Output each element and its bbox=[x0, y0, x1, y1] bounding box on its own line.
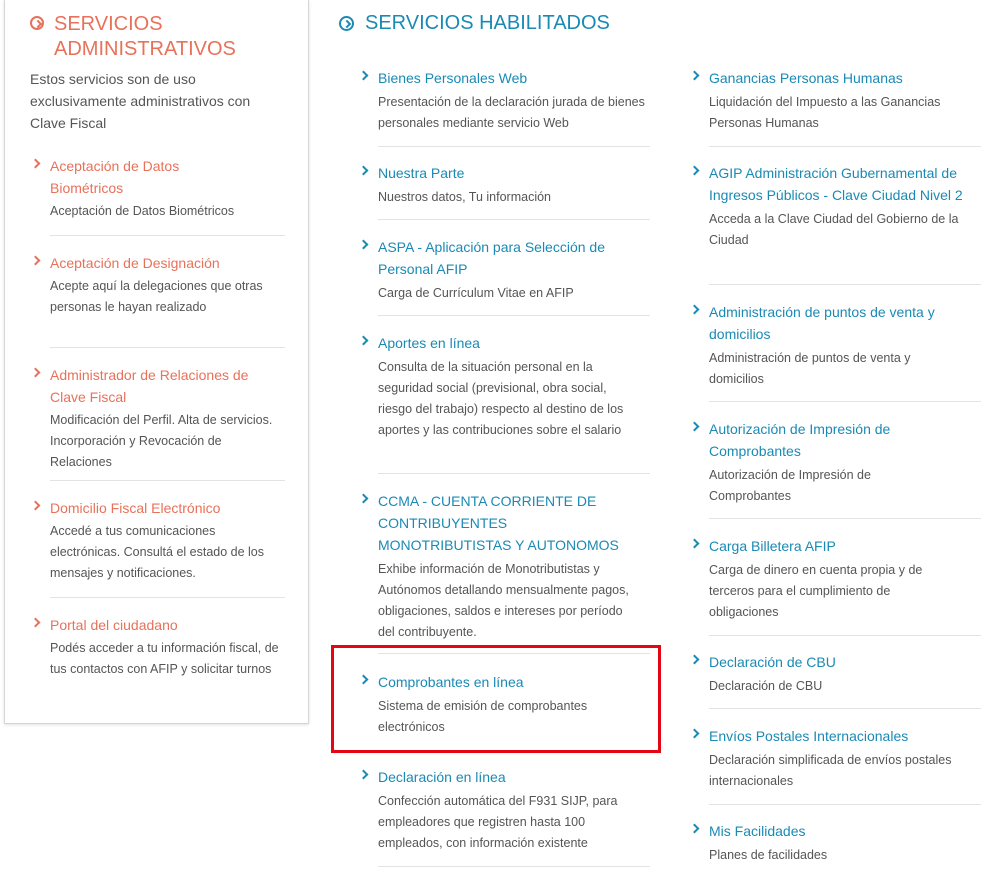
admin-item-relaciones bbox=[50, 364, 285, 481]
chevron-right-icon bbox=[359, 71, 369, 81]
service-link[interactable]: Aportes en línea bbox=[378, 335, 480, 351]
service-item bbox=[709, 651, 981, 709]
service-item bbox=[709, 67, 981, 147]
service-desc: Nuestros datos, Tu información bbox=[378, 190, 551, 204]
service-item bbox=[378, 67, 650, 147]
service-desc: Sistema de emisión de comprobantes electrónicos bbox=[378, 699, 588, 734]
service-link[interactable]: Mis Facilidades bbox=[709, 823, 806, 839]
service-link[interactable]: Comprobantes en línea bbox=[378, 674, 524, 690]
service-item bbox=[709, 820, 981, 874]
admin-item-desc: Accedé a tus comunicaciones electrónicas. Consultá el estado de los mensajes y notificaciones. bbox=[50, 524, 265, 580]
admin-item-desc: Aceptación de Datos Biométricos bbox=[50, 204, 235, 218]
admin-item-domicilio bbox=[50, 497, 285, 598]
chevron-right-icon bbox=[359, 166, 369, 176]
service-link[interactable]: Nuestra Parte bbox=[378, 165, 465, 181]
admin-item-desc: Modificación del Perfil. Alta de servicios. Incorporación y Revocación de Relaciones bbox=[50, 413, 273, 469]
admin-item-link[interactable]: Administrador de Relaciones de Clave Fiscal bbox=[50, 367, 249, 405]
service-desc: Acceda a la Clave Ciudad del Gobierno de la Ciudad bbox=[709, 212, 959, 247]
service-desc: Declaración de CBU bbox=[709, 679, 823, 693]
chevron-right-icon bbox=[359, 494, 369, 504]
service-desc: Carga de dinero en cuenta propia y de terceros para el cumplimiento de obligaciones bbox=[709, 563, 923, 619]
admin-item-designacion bbox=[50, 252, 285, 348]
chevron-right-icon bbox=[690, 305, 700, 315]
service-link[interactable]: Carga Billetera AFIP bbox=[709, 538, 836, 554]
chevron-right-icon bbox=[31, 256, 41, 266]
service-item bbox=[709, 301, 981, 402]
service-desc: Consulta de la situación personal en la seguridad social (previsional, obra social, riesgo del trabajo) respecto al destino de los aportes y las contribuciones sobre el salario bbox=[378, 360, 624, 437]
service-desc: Declaración simplificada de envíos postales internacionales bbox=[709, 753, 952, 788]
service-link[interactable]: Declaración en línea bbox=[378, 769, 506, 785]
service-desc: Planes de facilidades bbox=[709, 848, 828, 862]
service-link[interactable]: ASPA - Aplicación para Selección de Personal AFIP bbox=[378, 239, 605, 277]
highlight-box bbox=[331, 645, 661, 753]
chevron-right-icon bbox=[690, 71, 700, 81]
chevron-right-icon bbox=[31, 368, 41, 378]
chevron-right-icon bbox=[359, 336, 369, 346]
admin-item-link[interactable]: Domicilio Fiscal Electrónico bbox=[50, 500, 221, 516]
service-desc: Liquidación del Impuesto a las Ganancias Personas Humanas bbox=[709, 95, 941, 130]
service-desc: Autorización de Impresión de Comprobantes bbox=[709, 468, 871, 503]
service-item bbox=[378, 332, 650, 474]
admin-services-list bbox=[50, 155, 285, 709]
chevron-right-icon bbox=[359, 240, 369, 250]
service-item bbox=[378, 490, 650, 654]
service-item bbox=[709, 162, 981, 285]
service-desc: Presentación de la declaración jurada de bienes personales mediante servicio Web bbox=[378, 95, 645, 130]
service-desc: Administración de puntos de venta y domicilios bbox=[709, 351, 911, 386]
chevron-right-icon bbox=[690, 539, 700, 549]
chevron-right-icon bbox=[31, 618, 41, 628]
service-item bbox=[709, 725, 981, 805]
service-desc: Confección automática del F931 SIJP, para empleadores que registren hasta 100 empleados, con información existente bbox=[378, 794, 618, 850]
service-link[interactable]: Envíos Postales Internacionales bbox=[709, 728, 909, 744]
service-link[interactable]: AGIP Administración Gubernamental de Ingresos Públicos - Clave Ciudad Nivel 2 bbox=[709, 165, 963, 203]
chevron-right-icon bbox=[31, 159, 41, 169]
service-desc: Exhibe información de Monotributistas y Autónomos detallando mensualmente pagos, obligaciones, saldos e intereses por período del contribuyente. bbox=[378, 562, 629, 639]
admin-services-title: SERVICIOS ADMINISTRATIVOS bbox=[30, 12, 300, 62]
circle-chevron-icon bbox=[30, 16, 44, 30]
chevron-right-icon bbox=[690, 824, 700, 834]
enabled-services-title: SERVICIOS HABILITADOS bbox=[339, 11, 610, 36]
chevron-right-icon bbox=[690, 729, 700, 739]
circle-chevron-icon bbox=[339, 16, 354, 31]
admin-services-panel bbox=[4, 0, 309, 724]
service-link[interactable]: Ganancias Personas Humanas bbox=[709, 70, 903, 86]
admin-item-portal bbox=[50, 614, 285, 709]
chevron-right-icon bbox=[690, 655, 700, 665]
service-item bbox=[709, 418, 981, 519]
admin-item-biometricos bbox=[50, 155, 285, 236]
chevron-right-icon bbox=[690, 166, 700, 176]
service-link[interactable]: Bienes Personales Web bbox=[378, 70, 528, 86]
service-link[interactable]: Declaración de CBU bbox=[709, 654, 836, 670]
admin-item-link[interactable]: Aceptación de Datos Biométricos bbox=[50, 158, 180, 196]
service-item bbox=[378, 766, 650, 867]
service-link[interactable]: Autorización de Impresión de Comprobantes bbox=[709, 421, 891, 459]
chevron-right-icon bbox=[359, 770, 369, 780]
service-item bbox=[378, 162, 650, 220]
chevron-right-icon bbox=[31, 501, 41, 511]
service-link[interactable]: CCMA - CUENTA CORRIENTE DE CONTRIBUYENTES MONOTRIBUTISTAS Y AUTONOMOS bbox=[378, 493, 619, 553]
admin-item-desc: Podés acceder a tu información fiscal, de tus contactos con AFIP y solicitar turnos bbox=[50, 641, 279, 676]
admin-services-description: Estos servicios son de uso exclusivamente administrativos con Clave Fiscal bbox=[30, 71, 251, 131]
chevron-right-icon bbox=[690, 422, 700, 432]
admin-item-link[interactable]: Portal del ciudadano bbox=[50, 617, 178, 633]
admin-item-desc: Acepte aquí la delegaciones que otras personas le hayan realizado bbox=[50, 279, 263, 314]
admin-item-link[interactable]: Aceptación de Designación bbox=[50, 255, 220, 271]
service-item bbox=[709, 535, 981, 636]
service-link[interactable]: Administración de puntos de venta y domicilios bbox=[709, 304, 935, 342]
service-desc: Carga de Currículum Vitae en AFIP bbox=[378, 286, 574, 300]
service-item bbox=[378, 236, 650, 316]
